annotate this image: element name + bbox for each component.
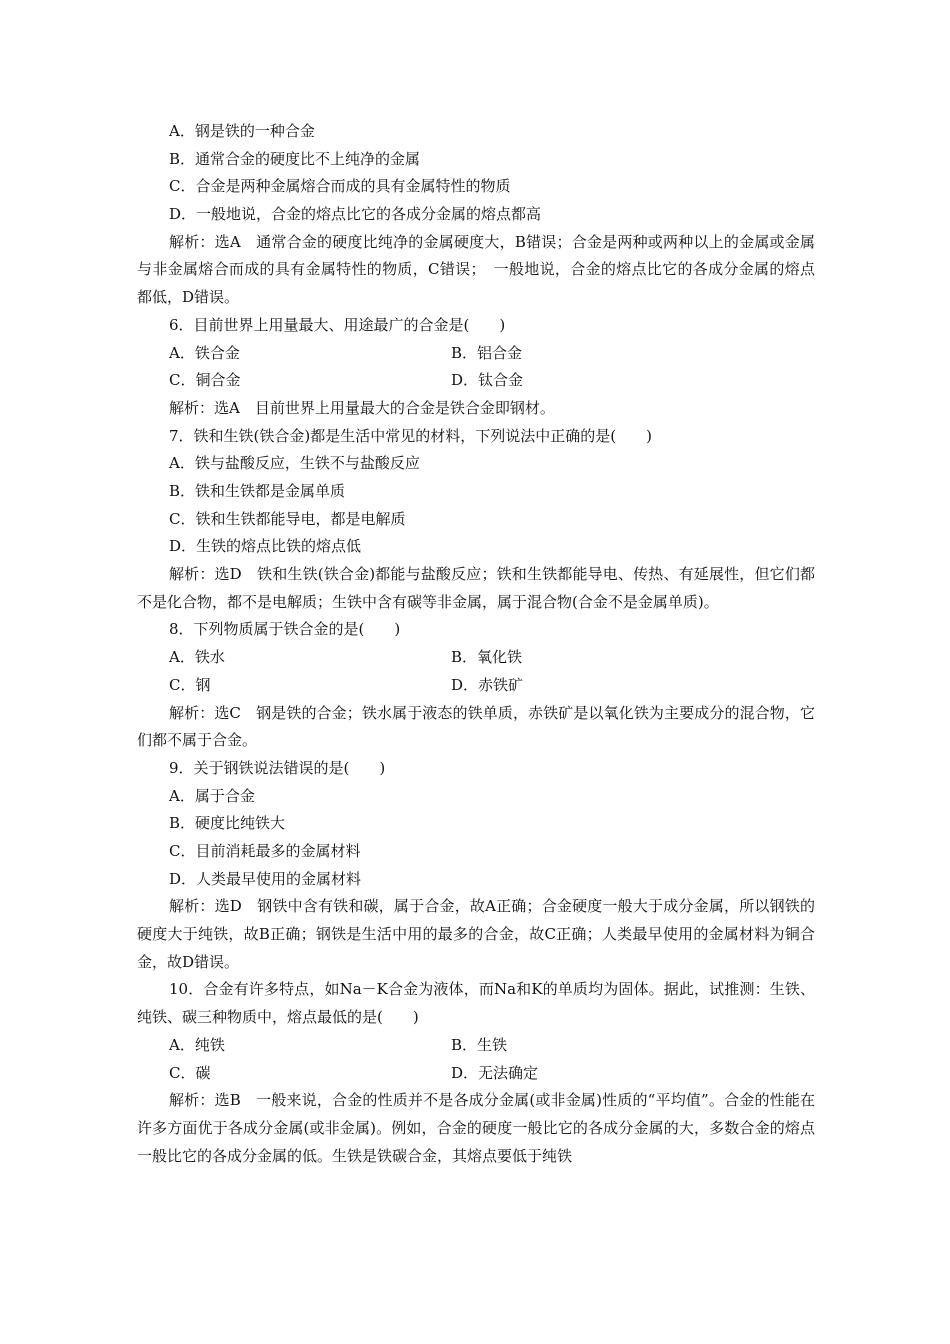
q7-option-d: D．生铁的熔点比铁的熔点低: [169, 537, 362, 556]
q5-option-a: A．钢是铁的一种合金: [169, 122, 315, 140]
q6-option-c: C．铜合金: [169, 371, 241, 390]
q8-options-row-2: [137, 672, 815, 700]
q10-analysis: 解析：选B 一般来说，合金的性质并不是各成分金属(或非金属)性质的“平均值”。合金的性能在许多方面优于各成分金属(或非金属)。例如，合金的硬度一般比它的各成分金属的大，多数合金的熔点一般比它的各成分金属的低。生铁是铁碳合金，其熔点要低于纯铁: [137, 1091, 815, 1165]
q7-option-c: C．铁和生铁都能导电，都是电解质: [169, 509, 406, 528]
q6-options-row-1: [137, 340, 815, 368]
q7-option-a: A．铁与盐酸反应，生铁不与盐酸反应: [169, 454, 420, 473]
document-content: [137, 118, 815, 1170]
q9-analysis: 解析：选D 钢铁中含有铁和碳，属于合金，故A正确；合金硬度一般大于成分金属，所以钢铁的硬度大于纯铁，故B正确；钢铁是生活中用的最多的合金，故C正确；人类最早使用的金属材料为铜合金，故D错误。: [137, 897, 815, 971]
q10-option-a: A．纯铁: [169, 1035, 225, 1054]
q9-stem: 9．关于钢铁说法错误的是( ): [169, 758, 386, 777]
q6-stem: 6．目前世界上用量最大、用途最广的合金是( ): [169, 315, 506, 334]
q7-stem: 7．铁和生铁(铁合金)都是生活中常见的材料，下列说法中正确的是( ): [169, 426, 652, 445]
q6-option-b: B．铝合金: [451, 343, 523, 362]
q9-option-c: C．目前消耗最多的金属材料: [169, 842, 361, 860]
q8-analysis: 解析：选C 钢是铁的合金；铁水属于液态的铁单质，赤铁矿是以氧化铁为主要成分的混合物，它们都不属于合金。: [137, 703, 815, 750]
q8-option-a: A．铁水: [169, 648, 225, 667]
q10-option-b: B．生铁: [451, 1035, 508, 1054]
q10-option-c: C．碳: [169, 1063, 211, 1082]
q6-options-row-2: [137, 367, 815, 395]
q10-options-row-2: [137, 1060, 815, 1088]
q6-option-d: D．钛合金: [451, 371, 524, 390]
q10-stem: 10．合金有许多特点，如Na－K合金为液体，而Na和K的单质均为固体。据此，试推测：生铁、纯铁、碳三种物质中，熔点最低的是( ): [137, 980, 815, 1027]
q6-analysis: 解析：选A 目前世界上用量最大的合金是铁合金即钢材。: [169, 398, 555, 417]
q8-option-d: D．赤铁矿: [451, 675, 524, 694]
q8-stem: 8．下列物质属于铁合金的是( ): [169, 620, 401, 639]
q5-analysis: 解析：选A 通常合金的硬度比纯净的金属硬度大，B错误；合金是两种或两种以上的金属或金属与非金属熔合而成的具有金属特性的物质，C错误； 一般地说，合金的熔点比它的各成分金属的熔点都低，D错误。: [137, 232, 815, 307]
q9-option-a: A．属于合金: [169, 786, 255, 805]
q5-option-b: B．通常合金的硬度比不上纯净的金属: [169, 149, 421, 168]
q10-options-row-1: [137, 1032, 815, 1060]
q8-option-b: B．氧化铁: [451, 648, 523, 667]
q5-option-c: C．合金是两种金属熔合而成的具有金属特性的物质: [169, 177, 511, 196]
q8-options-row-1: [137, 644, 815, 672]
q5-option-d: D．一般地说，合金的熔点比它的各成分金属的熔点都高: [169, 205, 542, 224]
q9-option-b: B．硬度比纯铁大: [169, 814, 286, 833]
q10-option-d: D．无法确定: [451, 1063, 539, 1082]
q9-option-d: D．人类最早使用的金属材料: [169, 869, 362, 888]
q8-option-c: C．钢: [169, 675, 211, 694]
q7-analysis: 解析：选D 铁和生铁(铁合金)都能与盐酸反应；铁和生铁都能导电、传热、有延展性，但它们都不是化合物，都不是电解质；生铁中含有碳等非金属，属于混合物(合金不是金属单质)。: [137, 565, 815, 611]
q6-option-a: A．铁合金: [169, 343, 240, 362]
q7-option-b: B．铁和生铁都是金属单质: [169, 482, 346, 500]
